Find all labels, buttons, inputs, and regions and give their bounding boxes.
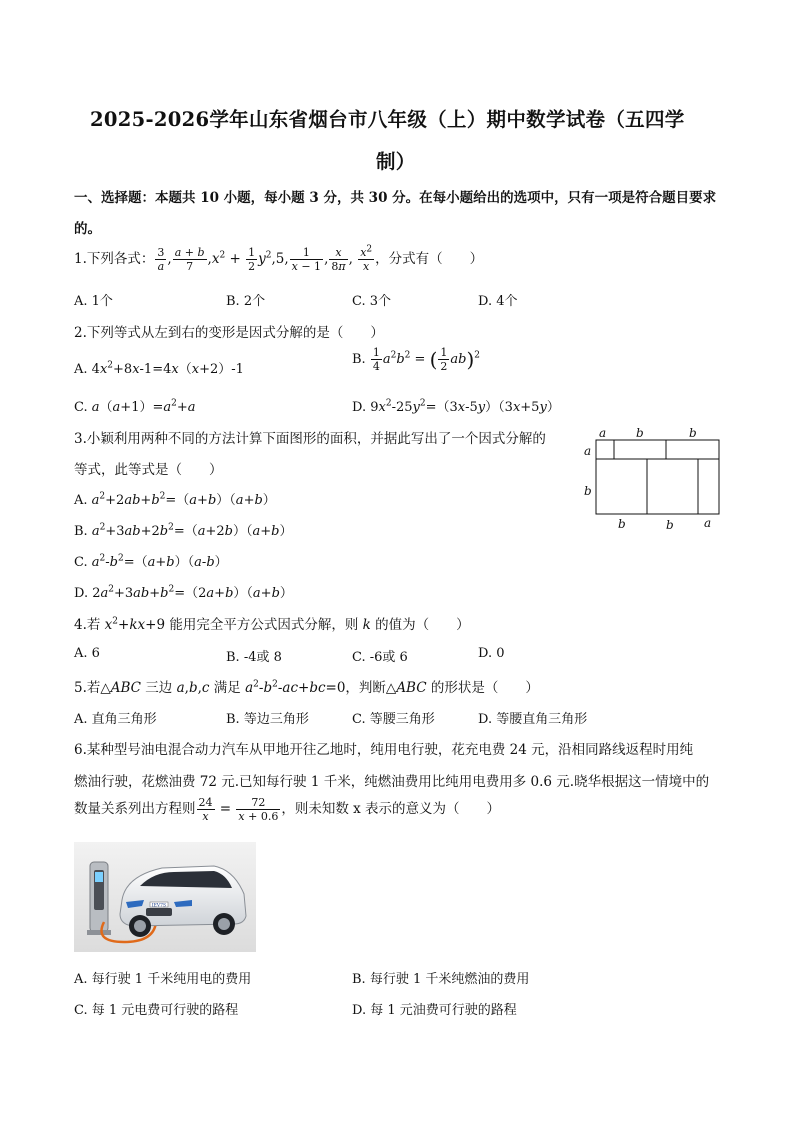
q1-option-d: D. 4个 [478, 294, 518, 309]
question-6-cont1: 燃油行驶，花燃油费 72 元.已知每行驶 1 千米，纯燃油费用比纯用电费用多 0.6 元.晓华根据这一情境中的 [74, 774, 710, 790]
q6-equation-right: $\frac{72}{x + 0.6}$ [238, 796, 279, 823]
q1-expr-5: $\frac{x}{8\pi}$ [331, 246, 346, 273]
page-title-line2: 制） [376, 150, 416, 173]
q1-expr-4: $\frac{1}{x - 1}$ [291, 246, 322, 273]
page-title-line1: 2025-2026学年山东省烟台市八年级（上）期中数学试卷（五四学 [90, 108, 685, 131]
fig-label-b-left: b [584, 484, 592, 498]
question-3-cont: 等式，此等式是（ ） [74, 462, 223, 478]
q4-option-b: B. -4或 8 [226, 650, 282, 665]
q3-area-figure [578, 424, 724, 536]
q1-expr-6: $\frac{x^2}{x}$ [360, 244, 373, 273]
q3-option-c: C. $a^2-b^2=(a+b)(a-b)$ [74, 553, 228, 570]
fig-label-b-top2: b [689, 426, 697, 440]
q3-option-b: B. $a^2+3ab+2b^2=(a+2b)(a+b)$ [74, 522, 293, 539]
q1-prefix: 1.下列各式： [74, 251, 155, 267]
question-2: 2.下列等式从左到右的变形是因式分解的是（ ） [74, 325, 384, 341]
q2-option-d: D. $9x^2-25y^2=(3x-5y)(3x+5y)$ [352, 398, 560, 415]
question-6-cont2: 数量关系列出方程则 $\frac{24}{x}$ = $\frac{72}{x + 0.6}$ ，则未知数 x 表示的意义为（ ） [74, 796, 501, 823]
q5-option-d: D. 等腰直角三角形 [478, 712, 588, 727]
q5-option-c: C. 等腰三角形 [352, 712, 435, 727]
q6-equation-left: $\frac{24}{x}$ [198, 796, 213, 823]
q1-expr-2: $\frac{a + b}{7}$ [174, 246, 205, 273]
q4-option-d: D. 0 [478, 646, 505, 661]
q1-option-b: B. 2个 [226, 294, 266, 309]
q2-option-a: A. $4x^2+8x-1=4x(x+2)-1$ [74, 360, 244, 377]
q5-option-b: B. 等边三角形 [226, 712, 309, 727]
fig-label-b-bottom1: b [618, 517, 626, 531]
fig-label-b-bottom2: b [666, 518, 674, 532]
q2-option-c: C. $a(a+1)=a^2+a$ [74, 398, 196, 415]
q2-option-b: B. $\frac{1}{4}$ $a^2b^2$ = ( $\frac{1}{2}$ ab)$^2$ [352, 346, 480, 373]
question-5: 5.若△ABC 三边 a,b,c 满足 $a^2-b^2-ac+bc=0$，判断△ABC 的形状是（ ） [74, 679, 539, 696]
fig-label-a-left: a [584, 444, 592, 458]
q6-option-d: D. 每 1 元油费可行驶的路程 [352, 1003, 517, 1018]
q4-option-c: C. -6或 6 [352, 650, 408, 665]
q3-option-a: A. $a^2+2ab+b^2=(a+b)(a+b)$ [74, 491, 276, 508]
q1-expr-1: $\frac{3}{a}$ [157, 246, 165, 273]
section-heading-cont: 的。 [74, 221, 101, 237]
q5-option-a: A. 直角三角形 [74, 712, 157, 727]
q6-option-c: C. 每 1 元电费可行驶的路程 [74, 1003, 239, 1018]
fig-label-a-bottom: a [704, 516, 712, 530]
question-6: 6.某种型号油电混合动力汽车从甲地开往乙地时，纯用电行驶，花充电费 24 元，沿相同路线返程时用纯 [74, 742, 694, 758]
question-1: 1.下列各式： $\frac{3}{a}$ , $\frac{a + b}{7}$ $,x^2$ + $\frac{1}{2}$ $y^2,5$, $\frac{1}{x - 1}$ , $\frac{x}{8\pi}$ , $\frac{x^2}{x}$ ，分式有（ ） [74, 244, 484, 273]
section-heading: 一、选择题：本题共 10 小题，每小题 3 分，共 30 分。在每小题给出的选项中，只有一项是符合题目要求 [74, 190, 717, 206]
q1-expr-3: $\frac{1}{2}$ [248, 246, 256, 273]
q1-option-c: C. 3个 [352, 294, 392, 309]
q4-option-a: A. 6 [74, 646, 100, 661]
car-plate-text: IEV7S [151, 903, 167, 909]
q1-option-a: A. 1个 [74, 294, 113, 309]
q6-option-a: A. 每行驶 1 千米纯用电的费用 [74, 972, 252, 987]
question-4: 4.若 $x^2+kx+9$ 能用完全平方公式因式分解，则 k 的值为（ ） [74, 616, 470, 633]
q1-suffix: ，分式有（ ） [375, 251, 484, 267]
ev-car-charging-image [74, 842, 256, 952]
fig-label-b-top1: b [636, 426, 644, 440]
q3-option-d: D. $2a^2+3ab+b^2=(2a+b)(a+b)$ [74, 584, 293, 601]
question-3: 3.小颖利用两种不同的方法计算下面图形的面积，并据此写出了一个因式分解的 [74, 431, 546, 447]
fig-label-a-top: a [599, 426, 607, 440]
q6-option-b: B. 每行驶 1 千米纯燃油的费用 [352, 972, 530, 987]
